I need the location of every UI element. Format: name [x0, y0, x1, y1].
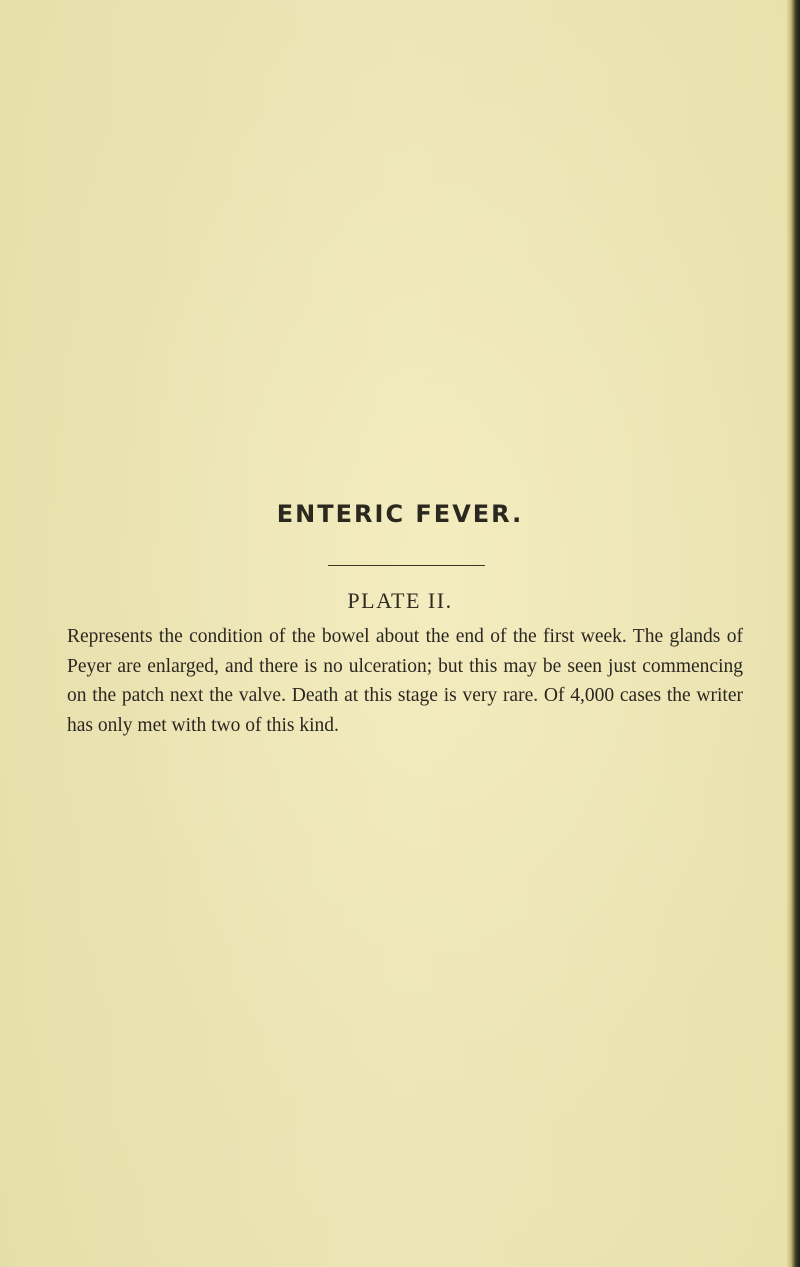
page-edge-shadow: [786, 0, 800, 1267]
title-divider: [328, 565, 485, 566]
page-title: ENTERIC FEVER.: [276, 500, 524, 528]
plate-label: PLATE II.: [347, 588, 453, 613]
plate-description: Represents the condition of the bowel about the end of the first week. The glands of Peyer are enlarged, and there is no ulceration; but this may be seen just commencing on the patch next the valve. Death at this stage is very rare. Of 4,000 cases the writer has only met with two of this kind.: [67, 626, 743, 736]
